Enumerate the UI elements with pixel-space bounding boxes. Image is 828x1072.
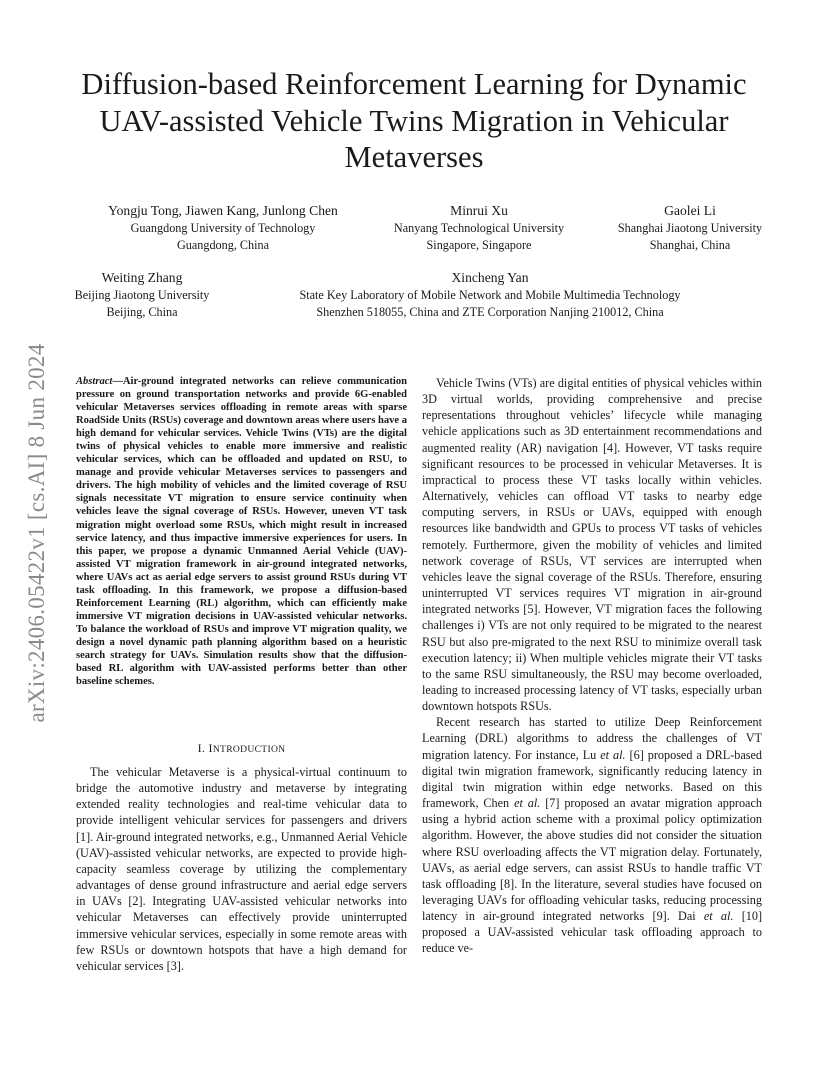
author-block-5 <box>246 268 734 321</box>
author-names: Yongju Tong, Jiawen Kang, Junlong Chen <box>108 203 338 218</box>
author-block-2 <box>366 201 592 254</box>
author-affiliation: Guangdong University of Technology <box>130 221 316 235</box>
section-initial: I <box>208 741 213 755</box>
abstract-text: —Air-ground integrated networks can relieve communication pressure on ground transportation networks and provide 6G-enabled vehicular Metaverses services offloading in remote areas with sparse RoadSide Units (RSUs) coverage and downtown areas where users have a high demand for vehicular services. Vehicle Twins (VTs) are the digital twins of physical vehicles to enable more immersive and realistic vehicular services, which can be offloaded and updated on RSU, to manage and provide vehicular Metaverses services to passengers and drivers. The high mobility of vehicles and the limited coverage of RSU signals necessitate VT migration to ensure service continuity when vehicles leave the signal coverage of RSUs. However, uneven VT task migration might overload some RSUs, which might result in increased service latency, and thus impactive immersive experiences for users. In this paper, we propose a dynamic Unmanned Aerial Vehicle (UAV)-assisted VT migration framework in air-ground integrated networks, where UAVs act as aerial edge servers to assist ground RSUs during VT task offloading. In this framework, we propose a diffusion-based Reinforcement Learning (RL) algorithm, which can efficiently make immersive VT migration decisions in UAV-assisted vehicular networks. To balance the workload of RSUs and improve VT migration quality, we design a novel dynamic path planning algorithm based on a heuristic search strategy for UAVs. Simulation results show that the diffusion-based RL algorithm with UAV-assisted performs better than other baseline schemes. <box>76 376 407 688</box>
author-location: Shenzhen 518055, China and ZTE Corporation Nanjing 210012, China <box>316 304 664 319</box>
author-block-1 <box>70 201 376 254</box>
arxiv-sidebar-stamp <box>22 305 52 760</box>
paragraph-text: [10] proposed a UAV-assisted vehicular task offloading approach to reduce ve- <box>422 909 763 956</box>
paragraph: The vehicular Metaverse is a physical-virtual continuum to bridge the automotive industry and metaverse by integrating extended reality technologies and real-time vehicular data to provide intelligent vehicular services for passengers and drivers [1]. Air-ground integrated networks, e.g., Unmanned Aerial Vehicle (UAV)-assisted vehicular networks, are expected to provide high-capacity seamless coverage by utilizing the complementary advantages of dense ground infrastructure and aerial edge servers in UAVs [2]. Integrating UAV-assisted vehicular networks into vehicular Metaverses can effectively provide uninterrupted immersive vehicular services, especially in some remote areas with few RSUs or downtown hotspots that have a high demand for vehicular services [3]. <box>76 765 407 973</box>
left-column-body <box>76 764 407 974</box>
author-block-4 <box>52 268 232 321</box>
paragraph <box>422 375 762 714</box>
author-affiliation: State Key Laboratory of Mobile Network and Mobile Multimedia Technology <box>299 288 681 302</box>
author-affiliation: Beijing Jiaotong University <box>74 288 210 302</box>
citation-etal: et al. <box>514 796 541 811</box>
citation-etal: et al. <box>703 909 734 924</box>
abstract <box>76 375 407 688</box>
author-affiliation: Shanghai Jiaotong University <box>617 221 763 235</box>
section-heading-introduction <box>76 741 407 756</box>
arxiv-identifier: arXiv:2406.05422v1 [cs.AI] 8 Jun 2024 <box>24 342 49 723</box>
paper-title: Diffusion-based Reinforcement Learning for Dynamic UAV-assisted Vehicle Twins Migration in Vehicular Metaverses <box>81 67 747 174</box>
right-column-body <box>422 375 762 957</box>
author-location: Beijing, China <box>106 304 178 319</box>
paragraph-text: [6] proposed a DRL-based digital twin migration framework, significantly reducing latency in digital twin migration within edge networks. Based on this framework, Chen <box>422 747 763 811</box>
abstract-label: Abstract <box>76 376 113 387</box>
author-location: Shanghai, China <box>649 237 731 252</box>
author-block-3 <box>592 201 788 254</box>
author-location: Singapore, Singapore <box>426 237 532 252</box>
author-names: Weiting Zhang <box>101 270 183 285</box>
paragraph-text: Vehicle Twins (VTs) are digital entities of physical vehicles within 3D virtual worlds, providing comprehensive and precise representations throughout vehicles’ lifecycle while managing vehicle applications such as 3D entertainment recommendations and augmented reality (AR) navigation [4]. However, VT tasks require significant resources to be processed in vehicular Metaverses. It is impractical to process these VT tasks locally within vehicles. Alternatively, vehicles can offload VT tasks to nearby edge computing servers, in RSUs or UAVs, equipped with enough resources like bandwidth and GPUs to process VT tasks of vehicles remotely. Furthermore, given the mobility of vehicles and limited network coverage of RSUs, VT services are interrupted when vehicles leave the signal coverage of the RSUs. Therefore, ensuring uninterrupted VT services requires VT migration in air-ground integrated networks [5]. However, VT migration faces the following challenges i) VTs are not only required to be migrated to the nearest RSU but also pre-migrated to the next RSU to minimize overall task execution latency; ii) When multiple vehicles migrate their VT tasks to the same RSU simultaneously, the RSU may become overloaded, leading to increased processing latency of VT tasks, especially urban downtown hotspots RSUs. <box>422 376 762 714</box>
paragraph-text: Recent research has started to utilize Deep Reinforcement Learning (DRL) algorithms to address the challenges of VT migration latency. For instance, Lu <box>422 715 762 762</box>
author-affiliation: Nanyang Technological University <box>393 221 565 235</box>
author-names: Minrui Xu <box>450 203 508 218</box>
author-names: Xincheng Yan <box>451 270 529 285</box>
citation-etal: et al. <box>600 747 626 762</box>
paragraph-text: [7] proposed an avatar migration approach using a hybrid action scheme with a proximal policy optimization algorithm. However, the above studies did not consider the situation where RSU overloading affects the VT migration delay. Fortunately, UAVs, as aerial edge servers, can assist RSUs to handle traffic VT task offloading [8]. In the literature, several studies have focused on leveraging UAVs for offloading vehicular tasks, reducing processing latency in air-ground integrated networks [9]. Dai <box>422 796 762 924</box>
section-title-rest: NTRODUCTION <box>212 744 286 755</box>
author-location: Guangdong, China <box>176 237 270 252</box>
section-number: I. <box>197 741 206 755</box>
paragraph <box>422 714 762 956</box>
author-names: Gaolei Li <box>664 203 716 218</box>
